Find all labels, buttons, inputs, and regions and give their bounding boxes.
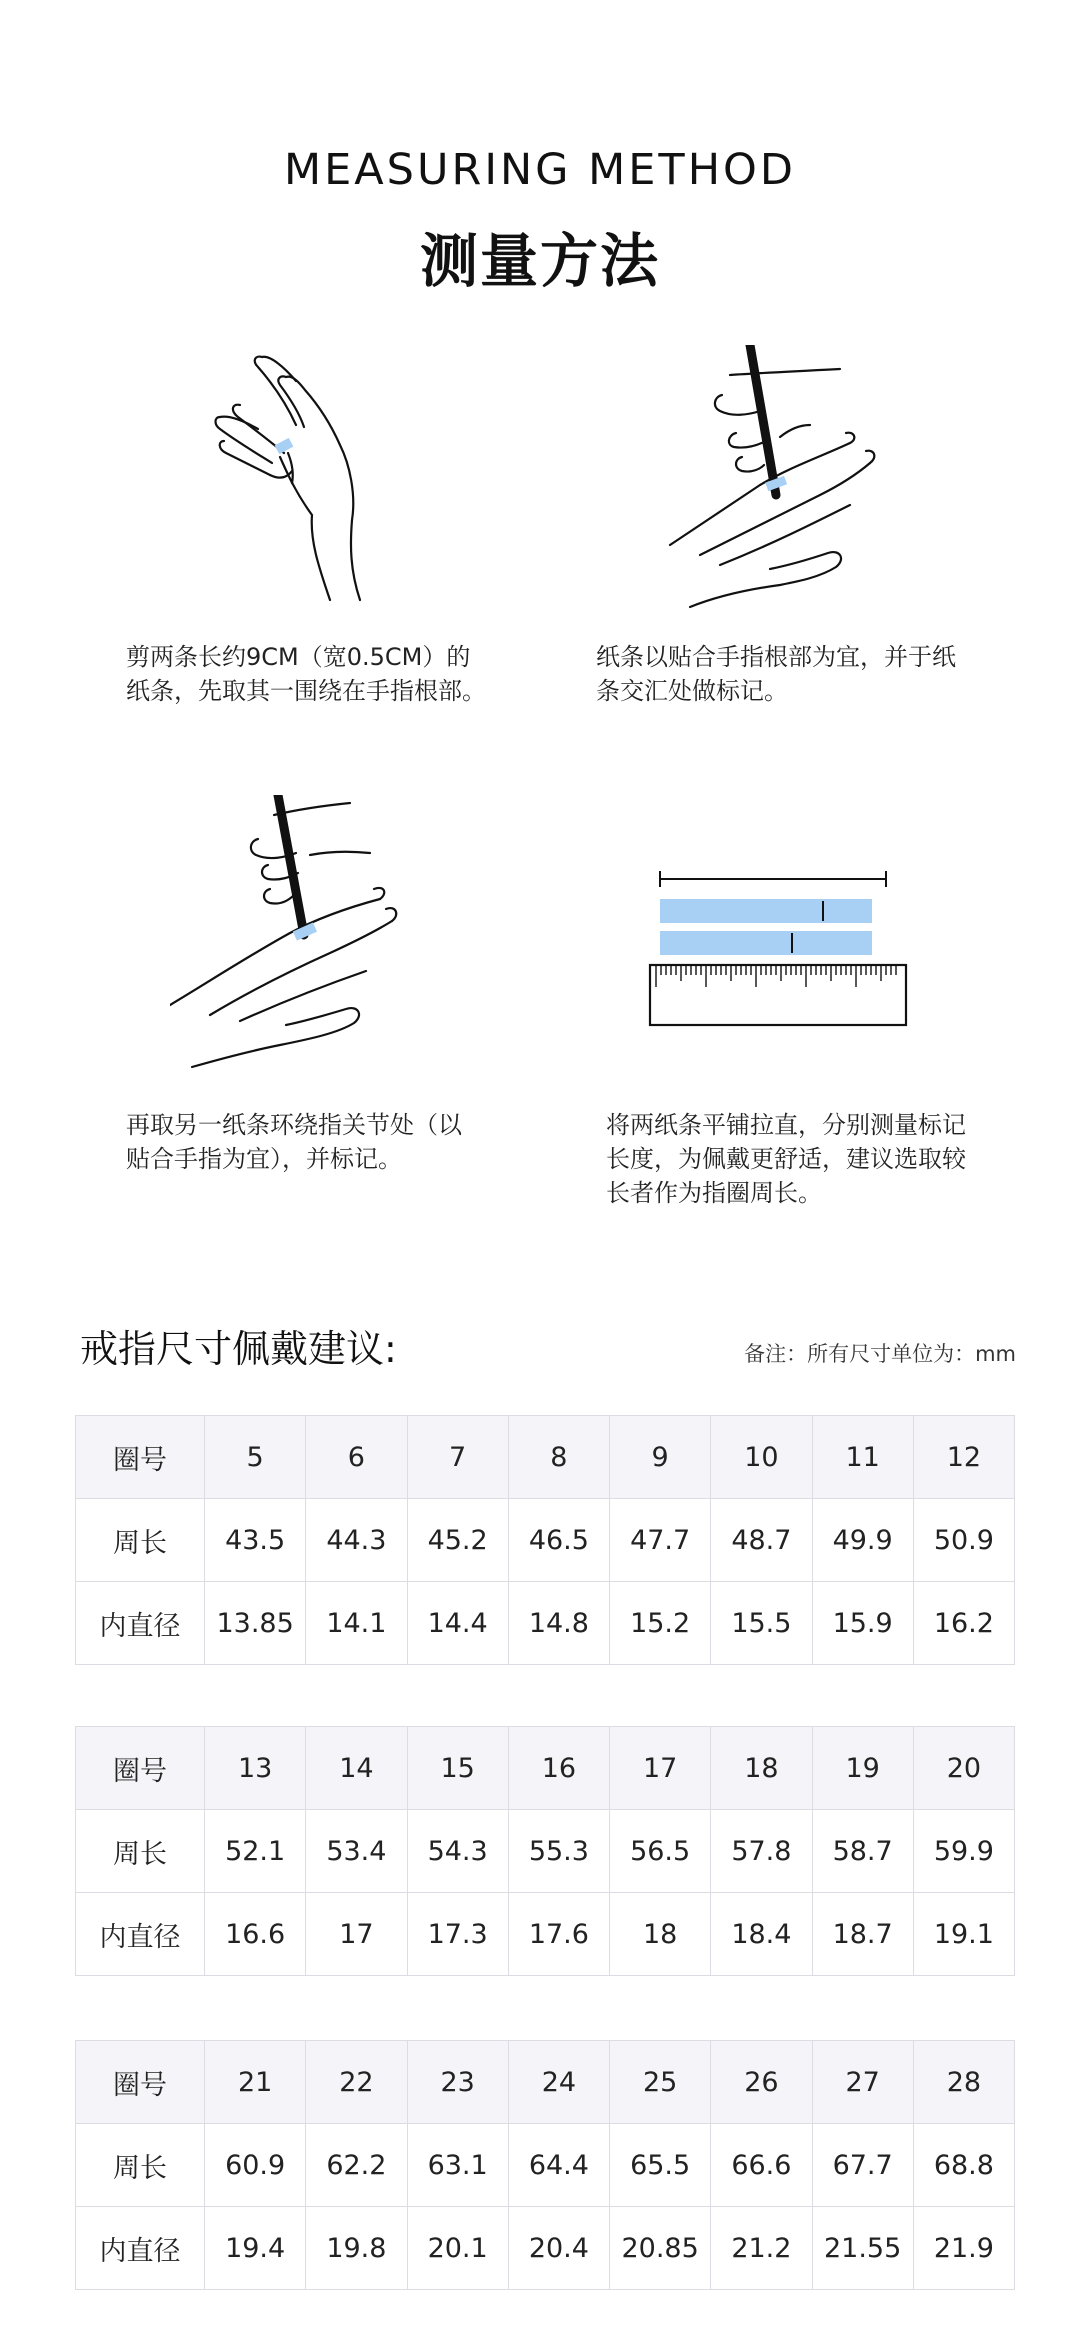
step-4-text xyxy=(606,1108,1006,1210)
table-cell: 52.1 xyxy=(205,1810,306,1893)
table-cell: 17 xyxy=(610,1727,711,1810)
inner-diameter-row xyxy=(76,1582,1015,1665)
table-cell: 14 xyxy=(306,1727,407,1810)
table-cell: 17 xyxy=(306,1893,407,1976)
step-1-text xyxy=(126,640,526,708)
page-title-cn: 测量方法 xyxy=(419,227,660,295)
table-cell: 13.85 xyxy=(205,1582,306,1665)
table-cell: 8 xyxy=(508,1416,609,1499)
inner-diameter-row xyxy=(76,1893,1015,1976)
step-4-line-2: 长度，为佩戴更舒适，建议选取较 xyxy=(606,1145,966,1173)
table-cell: 24 xyxy=(508,2041,609,2124)
row-label: 周长 xyxy=(76,2124,205,2207)
ring-size-row xyxy=(76,1416,1015,1499)
hand-wrap-strip-illustration xyxy=(200,345,380,605)
table-cell: 22 xyxy=(306,2041,407,2124)
table-cell: 16 xyxy=(508,1727,609,1810)
table-cell: 16.6 xyxy=(205,1893,306,1976)
table-cell: 49.9 xyxy=(812,1499,913,1582)
table-cell: 7 xyxy=(407,1416,508,1499)
table-cell: 10 xyxy=(711,1416,812,1499)
table-cell: 21.55 xyxy=(812,2207,913,2290)
table-cell: 6 xyxy=(306,1416,407,1499)
table-cell: 62.2 xyxy=(306,2124,407,2207)
row-label: 圈号 xyxy=(76,1727,205,1810)
step-2-line-2: 条交汇处做标记。 xyxy=(596,677,788,705)
table-cell: 15 xyxy=(407,1727,508,1810)
unit-note: 备注：所有尺寸单位为：mm xyxy=(744,1342,1016,1366)
table-cell: 23 xyxy=(407,2041,508,2124)
table-cell: 19.1 xyxy=(913,1893,1014,1976)
table-cell: 21.2 xyxy=(711,2207,812,2290)
table-cell: 18 xyxy=(610,1893,711,1976)
table-cell: 53.4 xyxy=(306,1810,407,1893)
table-cell: 45.2 xyxy=(407,1499,508,1582)
table-cell: 9 xyxy=(610,1416,711,1499)
table-cell: 19 xyxy=(812,1727,913,1810)
table-cell: 50.9 xyxy=(913,1499,1014,1582)
circumference-row xyxy=(76,1810,1015,1893)
row-label: 圈号 xyxy=(76,2041,205,2124)
step-2-line-1: 纸条以贴合手指根部为宜，并于纸 xyxy=(596,643,956,671)
circumference-row xyxy=(76,1499,1015,1582)
table-cell: 17.6 xyxy=(508,1893,609,1976)
table-cell: 14.8 xyxy=(508,1582,609,1665)
table-cell: 5 xyxy=(205,1416,306,1499)
ring-size-row xyxy=(76,2041,1015,2124)
size-section-title: 戒指尺寸佩戴建议: xyxy=(80,1327,397,1371)
table-cell: 19.4 xyxy=(205,2207,306,2290)
table-cell: 20.1 xyxy=(407,2207,508,2290)
table-cell: 66.6 xyxy=(711,2124,812,2207)
table-cell: 14.1 xyxy=(306,1582,407,1665)
table-cell: 46.5 xyxy=(508,1499,609,1582)
table-cell: 60.9 xyxy=(205,2124,306,2207)
row-label: 周长 xyxy=(76,1499,205,1582)
row-label: 周长 xyxy=(76,1810,205,1893)
table-cell: 20 xyxy=(913,1727,1014,1810)
size-table-1 xyxy=(75,1415,1015,1665)
circumference-row xyxy=(76,2124,1015,2207)
table-cell: 68.8 xyxy=(913,2124,1014,2207)
table-cell: 64.4 xyxy=(508,2124,609,2207)
hand-mark-strip-illustration xyxy=(660,345,900,615)
table-cell: 20.85 xyxy=(610,2207,711,2290)
step-3-text xyxy=(126,1108,526,1176)
step-4-line-3: 长者作为指圈周长。 xyxy=(606,1179,822,1207)
table-cell: 25 xyxy=(610,2041,711,2124)
table-cell: 18.4 xyxy=(711,1893,812,1976)
table-cell: 63.1 xyxy=(407,2124,508,2207)
table-cell: 12 xyxy=(913,1416,1014,1499)
row-label: 圈号 xyxy=(76,1416,205,1499)
table-cell: 44.3 xyxy=(306,1499,407,1582)
step-2-text xyxy=(596,640,996,708)
table-cell: 43.5 xyxy=(205,1499,306,1582)
step-3-line-2: 贴合手指为宜），并标记。 xyxy=(126,1145,402,1173)
ruler-measure-illustration xyxy=(640,865,920,1030)
table-cell: 15.5 xyxy=(711,1582,812,1665)
row-label: 内直径 xyxy=(76,1582,205,1665)
table-cell: 65.5 xyxy=(610,2124,711,2207)
step-4-line-1: 将两纸条平铺拉直，分别测量标记 xyxy=(606,1111,966,1139)
table-cell: 28 xyxy=(913,2041,1014,2124)
table-cell: 15.2 xyxy=(610,1582,711,1665)
table-cell: 19.8 xyxy=(306,2207,407,2290)
step-1-line-1: 剪两条长约9CM（宽0.5CM）的 xyxy=(126,643,471,671)
table-cell: 26 xyxy=(711,2041,812,2124)
table-cell: 57.8 xyxy=(711,1810,812,1893)
table-cell: 16.2 xyxy=(913,1582,1014,1665)
table-cell: 20.4 xyxy=(508,2207,609,2290)
inner-diameter-row xyxy=(76,2207,1015,2290)
step-3-line-1: 再取另一纸条环绕指关节处（以 xyxy=(126,1111,462,1139)
table-cell: 13 xyxy=(205,1727,306,1810)
table-cell: 21 xyxy=(205,2041,306,2124)
row-label: 内直径 xyxy=(76,1893,205,1976)
table-cell: 59.9 xyxy=(913,1810,1014,1893)
page-title-en: MEASURING METHOD xyxy=(284,145,796,195)
size-table-2 xyxy=(75,1726,1015,1976)
table-cell: 55.3 xyxy=(508,1810,609,1893)
row-label: 内直径 xyxy=(76,2207,205,2290)
table-cell: 14.4 xyxy=(407,1582,508,1665)
table-cell: 15.9 xyxy=(812,1582,913,1665)
table-cell: 47.7 xyxy=(610,1499,711,1582)
table-cell: 58.7 xyxy=(812,1810,913,1893)
table-cell: 48.7 xyxy=(711,1499,812,1582)
table-cell: 27 xyxy=(812,2041,913,2124)
table-cell: 21.9 xyxy=(913,2207,1014,2290)
ring-size-row xyxy=(76,1727,1015,1810)
knuckle-strip-illustration xyxy=(170,795,430,1075)
step-1-line-2: 纸条，先取其一围绕在手指根部。 xyxy=(126,677,486,705)
table-cell: 11 xyxy=(812,1416,913,1499)
table-cell: 18 xyxy=(711,1727,812,1810)
table-cell: 67.7 xyxy=(812,2124,913,2207)
table-cell: 17.3 xyxy=(407,1893,508,1976)
size-table-3 xyxy=(75,2040,1015,2290)
table-cell: 54.3 xyxy=(407,1810,508,1893)
table-cell: 56.5 xyxy=(610,1810,711,1893)
table-cell: 18.7 xyxy=(812,1893,913,1976)
